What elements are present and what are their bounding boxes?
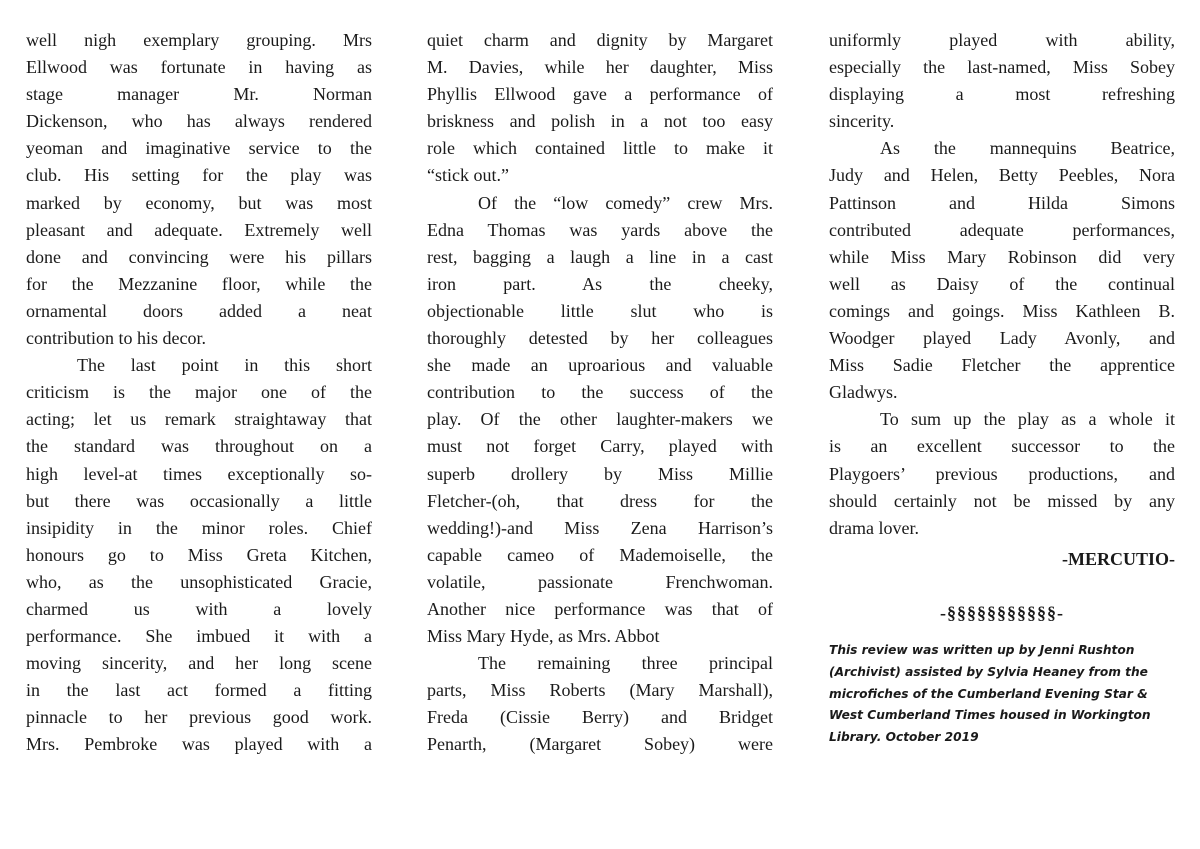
text-line: sincerity. [829,111,895,132]
text-line: honours go to Miss Greta Kitchen, [26,544,372,565]
text-line: displaying a most refreshing [829,84,1175,105]
text-line: Miss Sadie Fletcher the apprentice [829,355,1175,376]
archivist-note-line: This review was written up by Jenni Rushton [829,643,1135,657]
text-line: Mrs. Pembroke was played with a [26,734,372,755]
section-divider: -§§§§§§§§§§§- [940,602,1064,623]
text-line: Pattinson and Hilda Simons [829,192,1175,213]
text-column-1 [26,27,372,759]
text-line: contribution to his decor. [26,328,206,349]
text-line: Of the “low comedy” crew Mrs. [478,192,773,213]
text-line: superb drollery by Miss Millie [427,463,773,484]
archivist-note-line: (Archivist) assisted by Sylvia Heaney from the [829,664,1148,679]
text-line: moving sincerity, and her long scene [26,653,372,674]
text-line: uniformly played with ability, [829,30,1175,50]
text-line: yeoman and imaginative service to the [26,138,372,159]
archivist-note-line: Library. October 2019 [829,730,979,745]
text-line: iron part. As the cheeky, [427,273,773,294]
text-line: To sum up the play as a whole it [880,409,1175,430]
text-line: drama lover. [829,517,919,538]
text-line: charmed us with a lovely [26,598,372,619]
text-line: club. His setting for the play was [26,165,372,186]
text-line: but there was occasionally a little [26,490,372,511]
text-line: marked by economy, but was most [26,192,372,213]
text-line: pinnacle to her previous good work. [26,707,372,728]
text-line: As the mannequins Beatrice, [880,138,1175,159]
text-line: Phyllis Ellwood gave a performance of [427,84,773,105]
text-line: criticism is the major one of the [26,382,372,403]
text-line: Gladwys. [829,382,898,403]
text-line: performance. She imbued it with a [26,626,372,647]
text-line: objectionable little slut who is [427,300,773,321]
text-line: ornamental doors added a neat [26,300,372,321]
archivist-note-line: West Cumberland Times housed in Workington [829,708,1151,723]
text-line: Fletcher-(oh, that dress for the [427,490,773,511]
column-3-lines [829,27,1175,542]
text-line: wedding!)-and Miss Zena Harrison’s [427,517,773,538]
text-line: play. Of the other laughter-makers we [427,409,773,430]
text-line: Another nice performance was that of [427,598,773,619]
text-line: “stick out.” [427,165,509,186]
text-line: briskness and polish in a not too easy [427,111,773,132]
text-line: Miss Mary Hyde, as Mrs. Abbot [427,626,660,647]
text-line: for the Mezzanine floor, while the [26,273,372,294]
archivist-note [829,640,1175,749]
text-line: quiet charm and dignity by Margaret [427,30,773,50]
text-line: role which contained little to make it [427,138,773,159]
text-line: well nigh exemplary grouping. Mrs [26,30,372,50]
text-line: who, as the unsophisticated Gracie, [26,571,372,592]
text-line: thoroughly detested by her colleagues [427,328,773,349]
text-line: should certainly not be missed by any [829,490,1175,511]
text-line: in the last act formed a fitting [26,680,372,701]
text-line: Freda (Cissie Berry) and Bridget [427,707,773,728]
signature: -MERCUTIO- [1062,548,1175,569]
text-line: stage manager Mr. Norman [26,84,372,105]
text-line: well as Daisy of the continual [829,273,1175,294]
text-line: parts, Miss Roberts (Mary Marshall), [427,680,773,701]
text-line: especially the last-named, Miss Sobey [829,57,1175,78]
text-line: Ellwood was fortunate in having as [26,57,372,78]
text-line: done and convincing were his pillars [26,246,372,267]
text-line: pleasant and adequate. Extremely well [26,219,372,240]
text-line: Playgoers’ previous productions, and [829,463,1175,484]
text-line: while Miss Mary Robinson did very [829,246,1175,267]
text-line: high level-at times exceptionally so- [26,463,372,484]
text-line: The remaining three principal [478,653,773,674]
text-line: is an excellent successor to the [829,436,1175,457]
text-line: must not forget Carry, played with [427,436,773,457]
text-line: Dickenson, who has always rendered [26,111,372,132]
text-column-2 [427,27,773,759]
text-line: Judy and Helen, Betty Peebles, Nora [829,165,1175,186]
text-line: volatile, passionate Frenchwoman. [427,571,773,592]
text-line: insipidity in the minor roles. Chief [26,517,372,538]
text-column-3 [829,27,1175,627]
text-line: M. Davies, while her daughter, Miss [427,57,773,78]
text-line: Woodger played Lady Avonly, and [829,328,1175,349]
text-line: rest, bagging a laugh a line in a cast [427,246,773,267]
text-line: she made an uproarious and valuable [427,355,773,376]
text-line: contribution to the success of the [427,382,773,403]
text-line: the standard was throughout on a [26,436,372,457]
text-line: contributed adequate performances, [829,219,1175,240]
archivist-note-line: microfiches of the Cumberland Evening Star & [829,686,1148,701]
text-line: The last point in this short [77,355,372,376]
text-line: Edna Thomas was yards above the [427,219,773,240]
text-line: acting; let us remark straightaway that [26,409,372,430]
text-line: capable cameo of Mademoiselle, the [427,544,773,565]
text-line: comings and goings. Miss Kathleen B. [829,300,1175,321]
text-line: Penarth, (Margaret Sobey) were [427,734,773,755]
